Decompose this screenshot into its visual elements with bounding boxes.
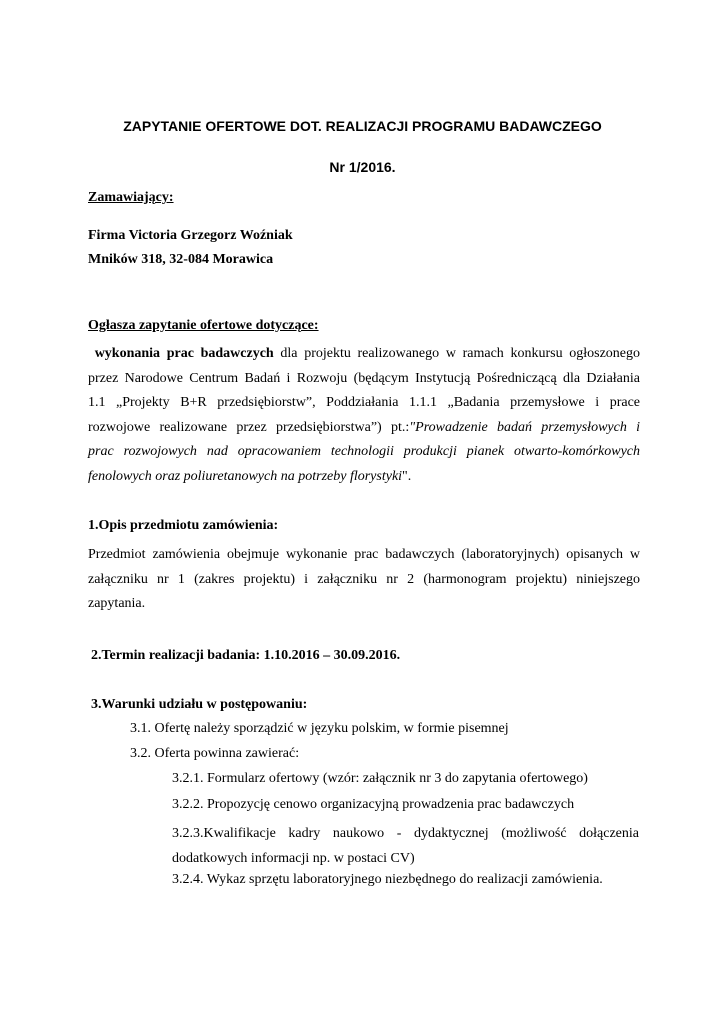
client-address: Mników 318, 32-084 Morawica — [88, 252, 274, 267]
announcement-text: ". — [402, 468, 412, 484]
section-1-paragraph — [88, 543, 640, 617]
client-name: Firma Victoria Grzegorz Woźniak — [88, 228, 293, 243]
section-1-line-2: załączniku nr 1 (zakres projektu) i załączniku nr 2 (harmonogram projektu) niniejszego — [88, 571, 640, 587]
announcement-heading: Ogłasza zapytanie ofertowe dotyczące: — [88, 318, 319, 333]
item-3-2: 3.2. Oferta powinna zawierać: — [130, 746, 300, 761]
announcement-line-6 — [88, 465, 640, 490]
announcement-line-2: przez Narodowe Centrum Badań i Rozwoju (będącym Instytucją Pośredniczącą dla Działania — [88, 370, 640, 386]
announcement-line-4 — [88, 416, 640, 441]
announcement-text: rozwojowe realizowane przez przedsiębiorstwa”) pt.: — [88, 419, 410, 435]
announcement-line-3: 1.1 „Projekty B+R przedsiębiorstw”, Poddziałania 1.1.1 „Badania przemysłowe i prace — [88, 395, 640, 410]
announcement-bold: wykonania prac badawczych — [94, 346, 274, 361]
document-number: Nr 1/2016. — [329, 159, 396, 175]
item-3-1: 3.1. Ofertę należy sporządzić w języku polskim, w formie pisemnej — [130, 721, 509, 736]
item-3-2-1: 3.2.1. Formularz ofertowy (wzór: załącznik nr 3 do zapytania ofertowego) — [172, 771, 588, 786]
announcement-line-5: prac rozwojowych nad opracowaniem technologii produkcji pianek otwarto-komórkowych — [88, 444, 640, 459]
project-title: "Prowadzenie badań przemysłowych i — [409, 419, 640, 435]
item-3-2-3 — [172, 822, 639, 871]
item-3-2-3-line-1: 3.2.3.Kwalifikacje kadry naukowo - dydaktycznej (możliwość dołączenia — [172, 826, 639, 841]
section-1-line-3: zapytania. — [88, 596, 146, 611]
item-3-2-2: 3.2.2. Propozycję cenowo organizacyjną prowadzenia prac badawczych — [172, 797, 575, 812]
client-heading: Zamawiający: — [88, 190, 174, 205]
item-3-2-4: 3.2.4. Wykaz sprzętu laboratoryjnego niezbędnego do realizacji zamówienia. — [172, 872, 603, 887]
item-3-2-3-line-2: dodatkowych informacji np. w postaci CV) — [172, 850, 415, 866]
project-title: fenolowych oraz poliuretanowych na potrzeby florystyki — [88, 468, 403, 484]
announcement-text: dla projektu realizowanego w ramach konkursu ogłoszonego — [273, 346, 641, 361]
section-3-heading: 3.Warunki udziału w postępowaniu: — [91, 697, 308, 712]
announcement-paragraph — [88, 342, 640, 489]
document-title: ZAPYTANIE OFERTOWE DOT. REALIZACJI PROGRAMU BADAWCZEGO — [123, 118, 602, 134]
section-1-line-1: Przedmiot zamówienia obejmuje wykonanie prac badawczych (laboratoryjnych) opisanych w — [88, 547, 640, 562]
section-1-heading: 1.Opis przedmiotu zamówienia: — [88, 518, 279, 533]
announcement-line-1 — [88, 342, 640, 367]
section-2-heading: 2.Termin realizacji badania: 1.10.2016 – 30.09.2016. — [91, 648, 401, 663]
